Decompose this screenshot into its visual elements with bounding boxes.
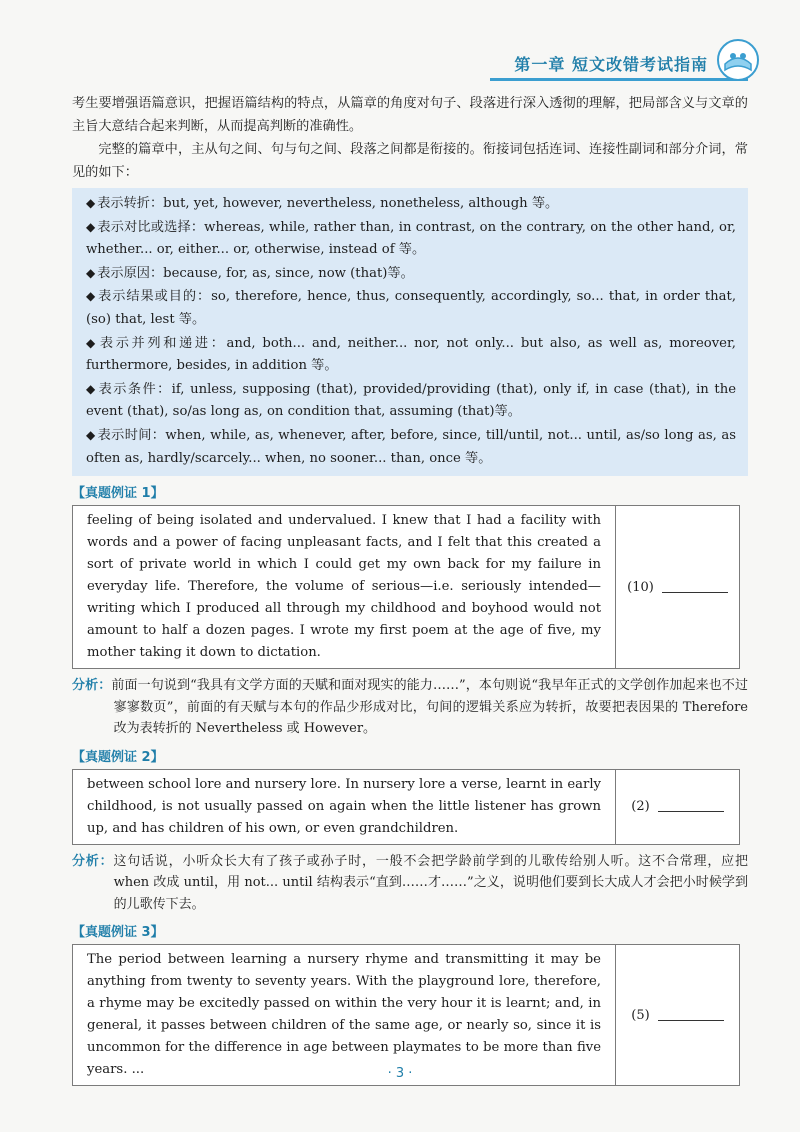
connector-category: 表示对比或选择: [97, 219, 191, 235]
example-table: [72, 769, 740, 845]
connector-list-box: [72, 188, 748, 476]
analysis-paragraph: [72, 851, 748, 916]
analysis-text: 前面一句说到“我具有文学方面的天赋和面对现实的能力……”，本句则说“我早年正式的文学创作加起来也不过寥寥数页”，前面的有天赋与本句的作品少形成对比，句间的逻辑关系应为转折，故要把表因果的 Therefore 改为表转折的 Nevertheless 或 However。: [111, 678, 748, 737]
connector-words: ：because, for, as, since, now (that)等。: [149, 265, 414, 281]
connector-item: [86, 424, 736, 470]
diamond-bullet-icon: ◆: [86, 265, 96, 280]
connector-category: 表示条件: [98, 381, 158, 397]
connector-words: ：but, yet, however, nevertheless, nonetheless, although 等。: [149, 196, 559, 211]
connector-item: [86, 378, 736, 424]
analysis-paragraph: [72, 675, 748, 740]
connector-words: ：if, unless, supposing (that), provided/providing (that), only if, in case (that), in the event (that), so/as long as, on condition that, assuming (that)等。: [86, 381, 736, 420]
page-header: [0, 38, 800, 88]
connector-words: ：so, therefore, hence, thus, consequently, accordingly, so... that, in order that, (so) that, lest 等。: [86, 289, 737, 327]
diamond-bullet-icon: ◆: [86, 289, 97, 304]
connector-item: [86, 332, 736, 378]
answer-blank[interactable]: [658, 1020, 724, 1021]
example-table: [72, 944, 740, 1086]
diamond-bullet-icon: ◆: [86, 335, 98, 350]
connector-item: [86, 285, 736, 331]
connector-item: [86, 262, 736, 286]
answer-cell: [616, 945, 740, 1086]
book-logo-icon: [716, 38, 760, 82]
answer-cell: [616, 506, 740, 669]
diamond-bullet-icon: ◆: [86, 196, 96, 210]
connector-item: [86, 216, 736, 262]
analysis-label: 分析：: [72, 853, 114, 869]
answer-number: (5): [631, 1007, 650, 1023]
example-passage: The period between learning a nursery rhyme and transmitting it may be anything from twenty to seventy years. With the playground lore, therefore, a rhyme may be excitedly passed on within the very hour it is learnt; and, in general, it passes between children of the same age, or nearly so, since it is uncommon for the difference in age between playmates to be more than five years. ...: [73, 945, 616, 1086]
page-content: [72, 92, 748, 1086]
example-passage: between school lore and nursery lore. In nursery lore a verse, learnt in early childhood, is not usually passed on again when the little listener has grown up, and has children of his own, or even grandchildren.: [73, 769, 616, 844]
analysis-text: 这句话说，小听众长大有了孩子或孙子时，一般不会把学龄前学到的儿歌传给别人听。这不合常理，应把 when 改成 until，用 not... until 结构表示“直到……才……”之义，说明他们要到长大成人才会把小时候学到的儿歌传下去。: [113, 853, 748, 912]
connector-category: 表示结果或目的: [98, 289, 198, 305]
answer-cell: [616, 769, 740, 844]
connector-category: 表示转折: [97, 196, 150, 211]
diamond-bullet-icon: ◆: [86, 381, 97, 396]
connector-category: 表示原因: [97, 265, 150, 281]
diamond-bullet-icon: ◆: [86, 219, 96, 234]
analysis-label: 分析：: [72, 678, 112, 694]
answer-blank[interactable]: [658, 811, 724, 812]
answer-blank[interactable]: [662, 592, 728, 593]
intro-paragraph-1: 考生要增强语篇意识，把握语篇结构的特点，从篇章的角度对句子、段落进行深入透彻的理解，把局部含义与文章的主旨大意结合起来判断，从而提高判断的准确性。: [72, 96, 748, 134]
header-rule: [490, 78, 748, 81]
connector-category: 表示时间: [97, 427, 152, 443]
connector-words: ：and, both... and, neither... nor, not only... but also, as well as, moreover, furthermore, besides, in addition 等。: [86, 335, 736, 374]
page-number: · 3 ·: [387, 1066, 413, 1081]
answer-number: (10): [627, 579, 654, 595]
connector-category: 表示并列和递进: [99, 335, 211, 351]
connector-words: ：when, while, as, whenever, after, before, since, till/until, not... until, as/so long as, as often as, hardly/scarcely... when, no sooner... than, once 等。: [86, 427, 736, 466]
example-label: 【真题例证 3】: [72, 925, 164, 941]
diamond-bullet-icon: ◆: [86, 427, 96, 442]
example-label: 【真题例证 2】: [72, 749, 164, 765]
connector-item: [86, 192, 736, 216]
answer-number: (2): [631, 799, 650, 815]
example-label: 【真题例证 1】: [72, 486, 164, 502]
chapter-title: 第一章 短文改错考试指南: [514, 55, 708, 74]
example-table: [72, 505, 740, 669]
example-passage: feeling of being isolated and undervalued. I knew that I had a facility with words and a power of facing unpleasant facts, and I felt that this created a sort of private world in which I could get my own back for my failure in everyday life. Therefore, the volume of serious—i.e. seriously intended—writing which I produced all through my childhood and boyhood would not amount to half a dozen pages. I wrote my first poem at the age of five, my mother taking it down to dictation.: [73, 506, 616, 669]
intro-paragraph-2: 完整的篇章中，主从句之间、句与句之间、段落之间都是衔接的。衔接词包括连词、连接性副词和部分介词，常见的如下：: [72, 142, 748, 180]
connector-words: ：whereas, while, rather than, in contrast, on the contrary, on the other hand, or, whether... or, either... or, otherwise, instead of 等。: [86, 219, 736, 258]
